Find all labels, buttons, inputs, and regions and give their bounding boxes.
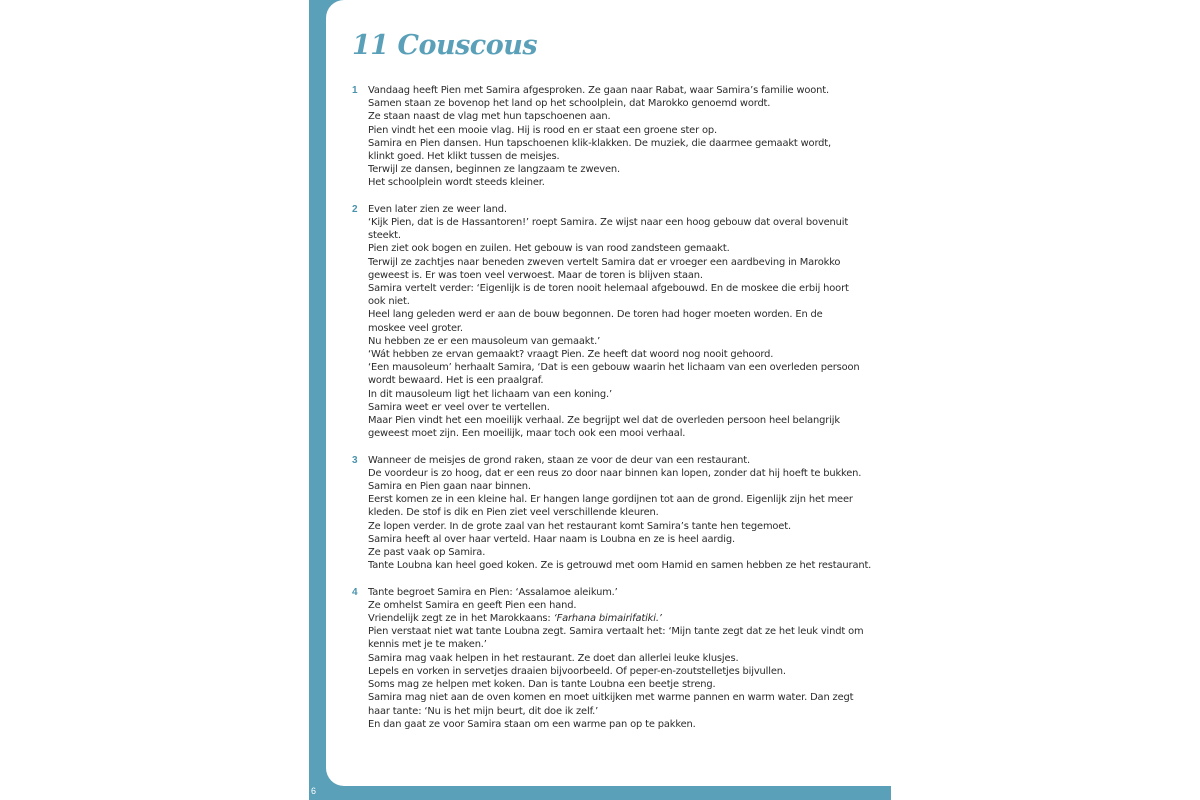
section-2 [352, 203, 862, 441]
section-number: 4 [352, 586, 358, 598]
text-line: Samira mag vaak helpen in het restaurant. Ze doet dan allerlei leuke klusjes. [368, 652, 739, 664]
text-line: klinkt goed. Het klikt tussen de meisjes. [368, 151, 560, 163]
section-3 [352, 454, 872, 573]
text-line: Ze staan naast de vlag met hun tapschoenen aan. [368, 111, 611, 123]
text-line: Eerst komen ze in een kleine hal. Er hangen lange gordijnen tot aan de grond. Eigenlijk zijn het meer [368, 494, 853, 506]
text-line: Het schoolplein wordt steeds kleiner. [368, 177, 545, 189]
text-line: Pien ziet ook bogen en zuilen. Het gebouw is van rood zandsteen gemaakt. [368, 243, 730, 255]
text-line: Samira vertelt verder: ‘Eigenlijk is de toren nooit helemaal afgebouwd. En de moskee die erbij hoort [368, 283, 849, 295]
text-line: kleden. De stof is dik en Pien ziet veel verschillende kleuren. [368, 507, 659, 519]
text-line: kennis met je te maken.’ [368, 639, 487, 651]
text-line: ook niet. [368, 296, 410, 308]
text-line: steekt. [368, 230, 401, 242]
text-line: Ze past vaak op Samira. [368, 547, 486, 559]
text-line: Soms mag ze helpen met koken. Dan is tante Loubna een beetje streng. [368, 679, 716, 691]
text-line: geweest moet zijn. Een moeilijk, maar toch ook een mooi verhaal. [368, 428, 686, 440]
text-line: Even later zien ze weer land. [368, 203, 507, 215]
text-line: Samira heeft al over haar verteld. Haar naam is Loubna en ze is heel aardig. [368, 533, 735, 545]
text-line: ‘Kijk Pien, dat is de Hassantoren!’ roept Samira. Ze wijst naar een hoog gebouw dat overal bovenuit [368, 217, 849, 229]
text-line: Ze omhelst Samira en geeft Pien een hand. [368, 599, 577, 611]
text-line: ‘Wát hebben ze ervan gemaakt? vraagt Pien. Ze heeft dat woord nog nooit gehoord. [368, 349, 774, 361]
moroccan-greeting: ‘Farhana bimairifatiki.’ [553, 613, 662, 625]
text-line: Tante Loubna kan heel goed koken. Ze is getrouwd met oom Hamid en samen hebben ze het restaurant. [368, 560, 872, 572]
text-line: Ze lopen verder. In de grote zaal van het restaurant komt Samira’s tante hen tegemoet. [368, 520, 791, 532]
text-line: Pien vindt het een mooie vlag. Hij is rood en er staat een groene ster op. [368, 124, 717, 136]
text-line: Pien verstaat niet wat tante Loubna zegt. Samira vertaalt het: ‘Mijn tante zegt dat ze het leuk vindt om [368, 626, 864, 638]
text-line: wordt bewaard. Het is een praalgraf. [368, 375, 544, 387]
text-line: Terwijl ze zachtjes naar beneden zweven vertelt Samira dat er vroeger een aardbeving in Marokko [368, 256, 841, 268]
text-line: Samira weet er veel over te vertellen. [368, 401, 550, 413]
text-line: Samira en Pien gaan naar binnen. [368, 481, 531, 493]
text-line: In dit mausoleum ligt het lichaam van een koning.’ [368, 388, 612, 400]
text-line: haar tante: ‘Nu is het mijn beurt, dit doe ik zelf.’ [368, 705, 599, 717]
text-line: Tante begroet Samira en Pien: ‘Assalamoe aleikum.’ [368, 586, 618, 598]
text-line: Maar Pien vindt het een moeilijk verhaal. Ze begrijpt wel dat de overleden persoon heel belangrijk [368, 415, 840, 427]
text-line: Lepels en vorken in servetjes draaien bijvoorbeeld. Of peper-en-zoutstelletjes bijvullen. [368, 665, 786, 677]
text-line: Heel lang geleden werd er aan de bouw begonnen. De toren had hoger moeten worden. En de [368, 309, 823, 321]
section-number: 1 [352, 85, 358, 96]
section-number: 2 [352, 203, 358, 215]
section-4 [352, 586, 862, 731]
text-line: Nu hebben ze er een mausoleum van gemaakt.’ [368, 335, 601, 347]
section-1 [352, 84, 862, 190]
text-line [368, 612, 862, 625]
text-line: Samira mag niet aan de oven komen en moet uitkijken met warme pannen en warm water. Dan zegt [368, 692, 854, 704]
text-line: Wanneer de meisjes de grond raken, staan ze voor de deur van een restaurant. [368, 454, 751, 466]
text-line: Samen staan ze bovenop het land op het schoolplein, dat Marokko genoemd wordt. [368, 98, 771, 110]
text-line: En dan gaat ze voor Samira staan om een warme pan op te pakken. [368, 718, 696, 730]
story-content [352, 84, 872, 744]
text-line: Samira en Pien dansen. Hun tapschoenen klik-klakken. De muziek, die daarmee gemaakt wordt, [368, 137, 832, 149]
text-line-prefix: Vriendelijk zegt ze in het Marokkaans: [368, 613, 554, 625]
text-line: moskee veel groter. [368, 322, 463, 334]
text-line: De voordeur is zo hoog, dat er een reus zo door naar binnen kan lopen, zonder dat hij hoeft te bukken. [368, 467, 862, 479]
text-line: Terwijl ze dansen, beginnen ze langzaam te zweven. [368, 164, 621, 176]
chapter-title: 11 Couscous [352, 30, 538, 61]
section-number: 3 [352, 454, 358, 466]
text-line: ‘Een mausoleum’ herhaalt Samira, ‘Dat is een gebouw waarin het lichaam van een overleden persoon [368, 362, 860, 374]
page-number: 6 [311, 786, 317, 796]
text-line: Vandaag heeft Pien met Samira afgesproken. Ze gaan naar Rabat, waar Samira’s familie woont. [368, 85, 829, 96]
text-line: geweest is. Er was toen veel verwoest. Maar de toren is blijven staan. [368, 269, 703, 281]
